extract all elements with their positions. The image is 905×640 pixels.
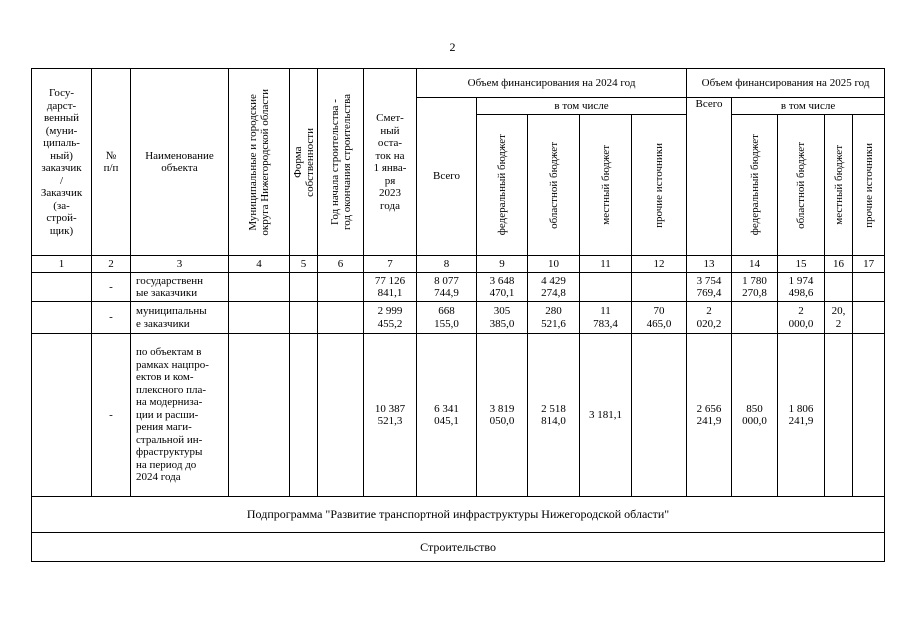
cell-ownership <box>290 302 318 334</box>
header-other-2024-text: прочие источники <box>653 142 666 228</box>
header-local-2025-text: местный бюджет <box>832 145 845 225</box>
header-local-2024-text: местный бюджет <box>599 145 612 225</box>
header-federal-2024-text: федеральный бюджет <box>496 134 508 236</box>
column-number: 14 <box>732 256 778 273</box>
column-number: 7 <box>364 256 417 273</box>
column-number: 9 <box>477 256 528 273</box>
cell-other-2025 <box>853 334 885 497</box>
column-number: 15 <box>778 256 825 273</box>
cell-number: - <box>92 273 131 302</box>
column-number: 17 <box>853 256 885 273</box>
header-ownership <box>290 69 318 256</box>
header-remaining: Смет- ный оста- ток на 1 янва- ря 2023 года <box>364 69 417 256</box>
header-federal-2025-text: федеральный бюджет <box>748 134 761 236</box>
cell-number: - <box>92 334 131 497</box>
header-regional-2024-text: областной бюджет <box>547 141 560 229</box>
header-federal-2025 <box>732 115 778 256</box>
header-including-2024: в том числе <box>477 98 687 115</box>
cell-ownership <box>290 273 318 302</box>
subprogram-title: Подпрограмма "Развитие транспортной инфраструктуры Нижегородской области" <box>32 497 885 533</box>
cell-years <box>318 273 364 302</box>
column-number: 8 <box>417 256 477 273</box>
cell-remaining: 2 999 455,2 <box>364 302 417 334</box>
column-number: 16 <box>825 256 853 273</box>
cell-customer <box>32 273 92 302</box>
cell-total-2024: 6 341 045,1 <box>417 334 477 497</box>
header-ownership-text: Форма собственности <box>291 127 316 197</box>
cell-local-2024 <box>580 273 632 302</box>
cell-district <box>229 334 290 497</box>
cell-total-2025: 3 754 769,4 <box>687 273 732 302</box>
header-fin-2024: Объем финансирования на 2024 год <box>417 69 687 98</box>
column-number: 11 <box>580 256 632 273</box>
header-years <box>318 69 364 256</box>
cell-district <box>229 302 290 334</box>
cell-other-2024 <box>632 334 687 497</box>
cell-local-2025 <box>825 273 853 302</box>
header-other-2025-text: прочие источники <box>862 142 875 228</box>
cell-local-2024: 3 181,1 <box>580 334 632 497</box>
column-number: 12 <box>632 256 687 273</box>
table-row <box>32 273 885 302</box>
header-districts-text: Муниципальные и городские округа Нижегородской области <box>247 88 271 236</box>
cell-remaining: 10 387 521,3 <box>364 334 417 497</box>
column-number: 5 <box>290 256 318 273</box>
cell-other-2024 <box>632 273 687 302</box>
cell-ownership <box>290 334 318 497</box>
cell-federal-2025 <box>732 302 778 334</box>
header-other-2025 <box>853 115 885 256</box>
header-districts <box>229 69 290 256</box>
header-local-2025 <box>825 115 853 256</box>
cell-regional-2024: 2 518 814,0 <box>528 334 580 497</box>
cell-federal-2024: 305 385,0 <box>477 302 528 334</box>
column-number: 4 <box>229 256 290 273</box>
cell-regional-2024: 4 429 274,8 <box>528 273 580 302</box>
cell-local-2025: 20, 2 <box>825 302 853 334</box>
table-row <box>32 302 885 334</box>
page-number: 2 <box>449 40 456 54</box>
column-numbers-row <box>32 256 885 273</box>
cell-total-2024: 8 077 744,9 <box>417 273 477 302</box>
column-number: 13 <box>687 256 732 273</box>
cell-regional-2025: 1 806 241,9 <box>778 334 825 497</box>
header-regional-2024 <box>528 115 580 256</box>
cell-district <box>229 273 290 302</box>
cell-object-name: государственн ые заказчики <box>131 273 229 302</box>
cell-total-2025: 2 656 241,9 <box>687 334 732 497</box>
column-number: 10 <box>528 256 580 273</box>
cell-other-2025 <box>853 273 885 302</box>
cell-years <box>318 302 364 334</box>
cell-years <box>318 334 364 497</box>
header-regional-2025-text: областной бюджет <box>795 141 808 229</box>
cell-total-2024: 668 155,0 <box>417 302 477 334</box>
column-number: 6 <box>318 256 364 273</box>
header-total-2025: Всего <box>687 98 732 256</box>
section-row <box>32 533 885 562</box>
header-number: № п/п <box>92 69 131 256</box>
header-fin-2025: Объем финансирования на 2025 год <box>687 69 885 98</box>
table-row <box>32 334 885 497</box>
column-number: 3 <box>131 256 229 273</box>
cell-federal-2025: 850 000,0 <box>732 334 778 497</box>
header-customer: Госу- дарст- венный (муни- ципаль- ный) заказчик / Заказчик (за- строй- щик) <box>32 69 92 256</box>
cell-other-2025 <box>853 302 885 334</box>
column-number: 1 <box>32 256 92 273</box>
header-other-2024 <box>632 115 687 256</box>
header-years-text: Год начала строительства - год окончания строительства <box>328 94 353 230</box>
cell-customer <box>32 334 92 497</box>
cell-local-2025 <box>825 334 853 497</box>
header-regional-2025 <box>778 115 825 256</box>
subprogram-row <box>32 497 885 533</box>
section-title: Строительство <box>32 533 885 562</box>
header-object-name: Наименование объекта <box>131 69 229 256</box>
header-total-2024: Всего <box>417 98 477 256</box>
header-including-2025: в том числе <box>732 98 885 115</box>
cell-federal-2024: 3 648 470,1 <box>477 273 528 302</box>
cell-federal-2025: 1 780 270,8 <box>732 273 778 302</box>
cell-number: - <box>92 302 131 334</box>
cell-remaining: 77 126 841,1 <box>364 273 417 302</box>
cell-object-name: муниципальны е заказчики <box>131 302 229 334</box>
cell-customer <box>32 302 92 334</box>
cell-regional-2025: 1 974 498,6 <box>778 273 825 302</box>
cell-total-2025: 2 020,2 <box>687 302 732 334</box>
cell-object-name: по объектам в рамках нацпро- ектов и ком- плексного пла- на модерниза- ции и расши- рения маги- стральной ин- фраструктуры на период до 2024 года <box>131 334 229 497</box>
cell-regional-2025: 2 000,0 <box>778 302 825 334</box>
column-number: 2 <box>92 256 131 273</box>
header-local-2024 <box>580 115 632 256</box>
cell-local-2024: 11 783,4 <box>580 302 632 334</box>
cell-regional-2024: 280 521,6 <box>528 302 580 334</box>
cell-federal-2024: 3 819 050,0 <box>477 334 528 497</box>
cell-other-2024: 70 465,0 <box>632 302 687 334</box>
financing-table <box>31 68 885 562</box>
header-federal-2024 <box>477 115 528 256</box>
